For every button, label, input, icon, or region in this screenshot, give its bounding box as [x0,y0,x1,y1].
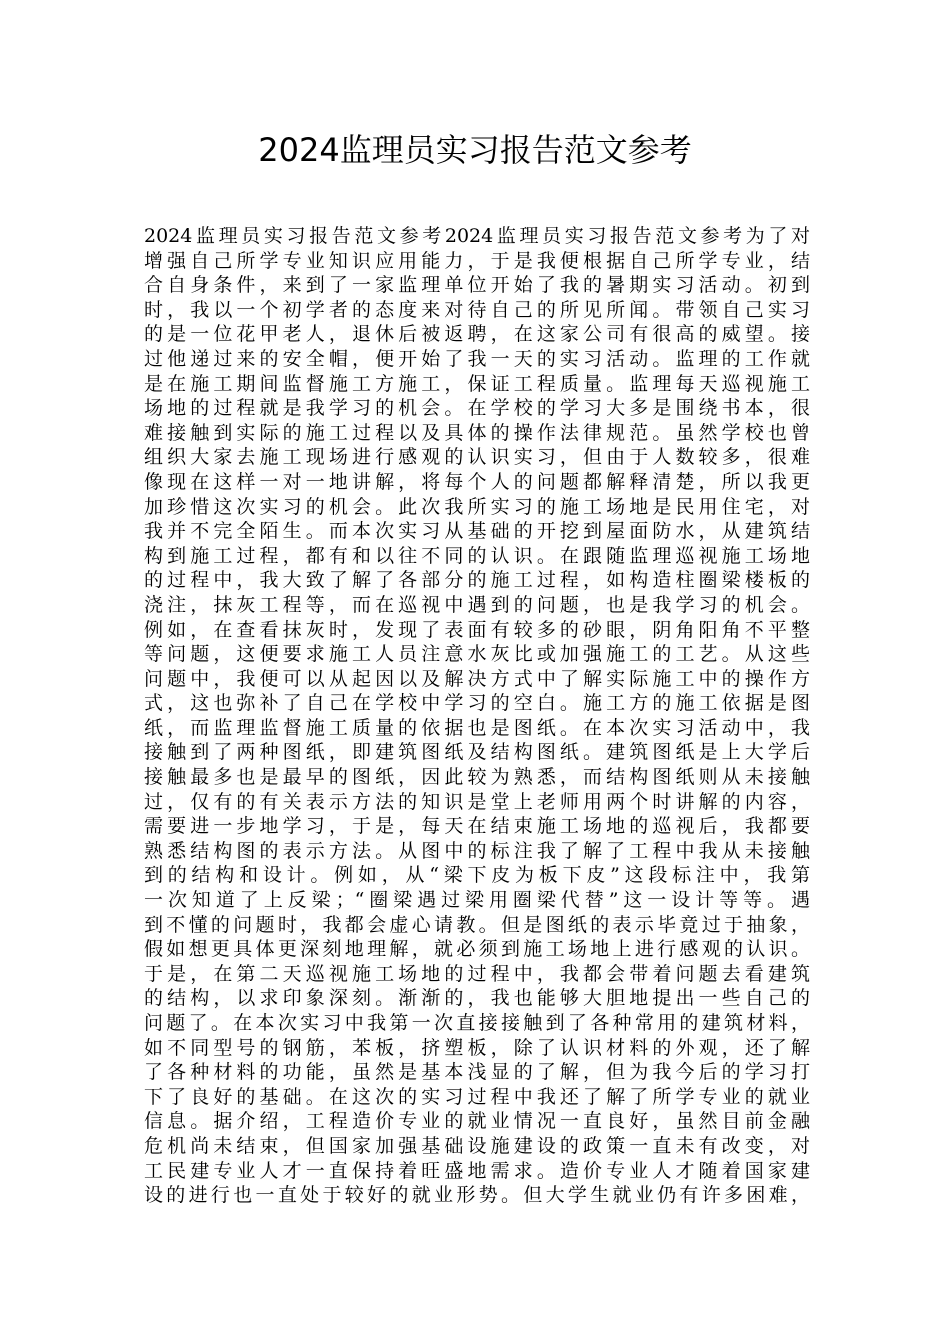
body-line: 场地的过程就是我学习的机会。在学校的学习大多是围绕书本，很 [144,397,810,420]
body-line: 到的结构和设计。例如，从“梁下皮为板下皮”这段标注中，我第 [144,864,810,887]
body-line: 假如想更具体更深刻地理解，就必须到施工场地上进行感观的认识。 [144,938,810,961]
body-line: 是在施工期间监督施工方施工，保证工程质量。监理每天巡视施工 [144,372,810,395]
body-line: 2024监理员实习报告范文参考2024监理员实习报告范文参考为了对 [144,225,810,247]
body-paragraph [144,224,810,1208]
body-line: 了各种材料的功能，虽然是基本浅显的了解，但为我今后的学习打 [144,1061,810,1084]
body-line: 加珍惜这次实习的机会。此次我所实习的施工场地是民用住宅，对 [144,495,810,518]
body-line: 一次知道了上反梁；“圈梁遇过梁用圈梁代替”这一设计等等。遇 [144,889,810,912]
body-line: 过，仅有的有关表示方法的知识是堂上老师用两个时讲解的内容， [144,790,810,813]
body-line: 设的进行也一直处于较好的就业形势。但大学生就业仍有许多困难， [144,1184,810,1207]
body-line: 信息。据介绍，工程造价专业的就业情况一直良好，虽然目前金融 [144,1110,810,1133]
body-line: 工民建专业人才一直保持着旺盛地需求。造价专业人才随着国家建 [144,1159,810,1182]
body-line: 下了良好的基础。在这次的实习过程中我还了解了所学专业的就业 [144,1085,810,1108]
body-line: 问题了。在本次实习中我第一次直接接触到了各种常用的建筑材料， [144,1012,810,1034]
document-title: 2024监理员实习报告范文参考 [258,131,692,169]
body-line: 危机尚未结束，但国家加强基础设施建设的政策一直未有改变，对 [144,1134,810,1157]
body-line: 增强自己所学专业知识应用能力，于是我便根据自己所学专业，结 [144,249,810,272]
body-line: 等问题，这便要求施工人员注意水灰比或加强施工的工艺。从这些 [144,643,810,666]
body-line: 接触到了两种图纸，即建筑图纸及结构图纸。建筑图纸是上大学后 [144,741,810,764]
body-line: 时，我以一个初学者的态度来对待自己的所见所闻。带领自己实习 [144,298,810,321]
body-line: 构到施工过程，都有和以往不同的认识。在跟随监理巡视施工场地 [144,544,810,567]
body-line: 过他递过来的安全帽，便开始了我一天的实习活动。监理的工作就 [144,347,810,370]
body-line: 难接触到实际的施工过程以及具体的操作法律规范。虽然学校也曾 [144,421,810,444]
body-line: 的过程中，我大致了解了各部分的施工过程，如构造柱圈梁楼板的 [144,569,810,592]
body-line: 合自身条件，来到了一家监理单位开始了我的暑期实习活动。初到 [144,274,810,297]
body-line: 浇注，抹灰工程等，而在巡视中遇到的问题，也是我学习的机会。 [144,593,810,616]
body-line: 例如，在查看抹灰时，发现了表面有较多的砂眼，阴角阳角不平整 [144,618,810,641]
body-line: 问题中，我便可以从起因以及解决方式中了解实际施工中的操作方 [144,667,810,690]
body-line: 我并不完全陌生。而本次实习从基础的开挖到屋面防水，从建筑结 [144,520,810,543]
body-line: 如不同型号的钢筋，苯板，挤塑板，除了认识材料的外观，还了解 [144,1036,810,1059]
body-line: 接触最多也是最早的图纸，因此较为熟悉，而结构图纸则从未接触 [144,766,810,789]
body-line: 熟悉结构图的表示方法。从图中的标注我了解了工程中我从未接触 [144,839,810,862]
body-line: 的结构，以求印象深刻。渐渐的，我也能够大胆地提出一些自己的 [144,987,810,1010]
body-line: 纸，而监理监督施工质量的依据也是图纸。在本次实习活动中，我 [144,716,810,739]
body-line: 式，这也弥补了自己在学校中学习的空白。施工方的施工依据是图 [144,692,810,715]
body-line: 需要进一步地学习，于是，每天在结束施工场地的巡视后，我都要 [144,815,810,838]
body-line: 的是一位花甲老人，退休后被返聘，在这家公司有很高的威望。接 [144,323,810,346]
body-line: 于是，在第二天巡视施工场地的过程中，我都会带着问题去看建筑 [144,962,810,985]
body-line: 组织大家去施工现场进行感观的认识实习，但由于人数较多，很难 [144,446,810,469]
body-line: 像现在这样一对一地讲解，将每个人的问题都解释清楚，所以我更 [144,470,810,493]
body-line: 到不懂的问题时，我都会虚心请教。但是图纸的表示毕竟过于抽象， [144,913,810,936]
